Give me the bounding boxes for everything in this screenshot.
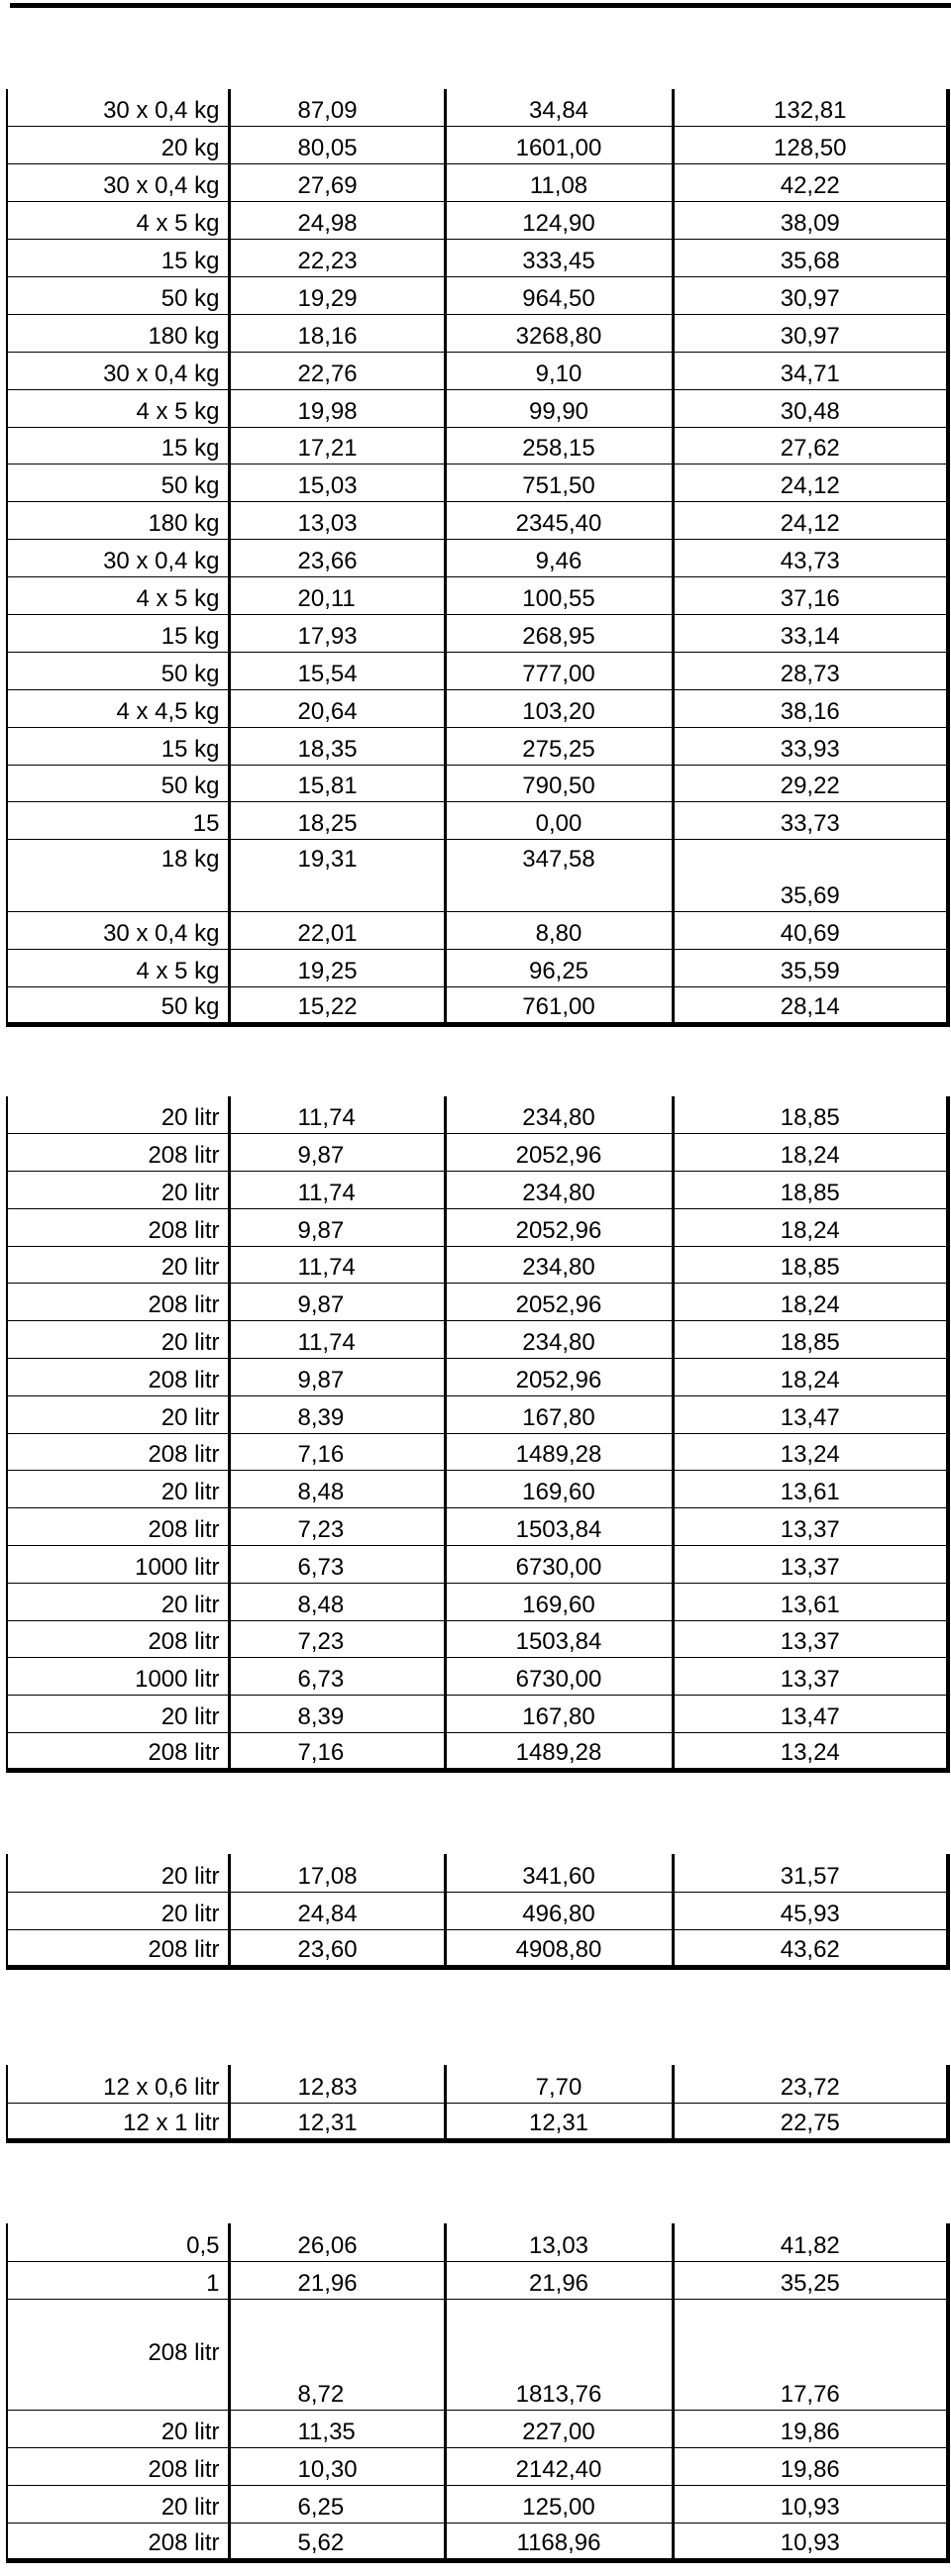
top-rule [10,3,951,8]
unit-price-cell: 10,30 [229,2447,445,2485]
table-row [7,352,948,389]
pack-size-cell: 0,5 [7,2223,229,2261]
alt-price-cell: 19,86 [673,2447,948,2485]
pack-size-cell: 208 litr [7,1284,229,1321]
package-price-cell: 3268,80 [445,314,673,352]
package-price-cell: 2052,96 [445,1208,673,1246]
pack-size-cell: 50 kg [7,652,229,689]
unit-price-cell: 7,23 [229,1620,445,1658]
pack-size-cell: 50 kg [7,276,229,314]
package-price-cell: 9,10 [445,352,673,389]
alt-price-cell: 10,93 [673,2523,948,2560]
package-price-cell: 167,80 [445,1395,673,1433]
alt-price-cell: 22,75 [673,2103,948,2140]
pack-size-cell: 208 litr [7,1929,229,1967]
package-price-cell: 11,08 [445,164,673,202]
pack-size-cell: 20 litr [7,1246,229,1284]
package-price-cell: 1503,84 [445,1620,673,1658]
unit-price-cell: 24,98 [229,202,445,240]
unit-price-cell: 7,23 [229,1508,445,1546]
alt-price-cell: 18,85 [673,1321,948,1359]
unit-price-cell: 9,87 [229,1208,445,1246]
unit-price-cell: 11,74 [229,1172,445,1209]
package-price-cell: 103,20 [445,689,673,727]
package-price-cell: 496,80 [445,1892,673,1929]
package-price-cell: 125,00 [445,2485,673,2523]
table-row [7,912,948,950]
pack-size-cell: 20 kg [7,127,229,164]
alt-price-cell: 27,62 [673,427,948,464]
table-row [7,2485,948,2523]
alt-price-cell: 13,61 [673,1471,948,1508]
unit-price-cell: 26,06 [229,2223,445,2261]
alt-price-cell: 13,24 [673,1733,948,1771]
table-row [7,950,948,987]
package-price-cell: 1489,28 [445,1733,673,1771]
package-price-cell: 1601,00 [445,127,673,164]
pack-size-cell: 15 kg [7,240,229,277]
package-price-cell: 13,03 [445,2223,673,2261]
unit-price-cell: 11,74 [229,1321,445,1359]
package-price-cell: 1489,28 [445,1433,673,1471]
pack-size-cell: 4 x 5 kg [7,950,229,987]
alt-price-cell: 24,12 [673,502,948,540]
pack-size-cell: 12 x 0,6 litr [7,2065,229,2103]
unit-price-cell: 15,03 [229,464,445,502]
unit-price-cell: 8,48 [229,1583,445,1620]
pack-size-cell: 50 kg [7,765,229,802]
unit-price-cell: 24,84 [229,1892,445,1929]
table-row [7,577,948,615]
unit-price-cell: 15,54 [229,652,445,689]
price-table-1 [6,89,950,1027]
unit-price-cell: 22,01 [229,912,445,950]
package-price-cell: 347,58 [445,840,673,912]
alt-price-cell: 43,62 [673,1929,948,1967]
alt-price-cell: 33,93 [673,727,948,765]
pack-size-cell: 4 x 5 kg [7,577,229,615]
pack-size-cell: 20 litr [7,1321,229,1359]
pack-size-cell: 20 litr [7,2410,229,2447]
pack-size-cell: 4 x 4,5 kg [7,689,229,727]
package-price-cell: 1168,96 [445,2523,673,2560]
package-price-cell: 4908,80 [445,1929,673,1967]
table-row [7,2103,948,2140]
alt-price-cell: 28,73 [673,652,948,689]
pack-size-cell: 208 litr [7,1508,229,1546]
unit-price-cell: 17,08 [229,1854,445,1892]
table-row [7,1284,948,1321]
table-row [7,1508,948,1546]
package-price-cell: 34,84 [445,89,673,127]
unit-price-cell: 7,16 [229,1733,445,1771]
package-price-cell: 333,45 [445,240,673,277]
unit-price-cell: 27,69 [229,164,445,202]
table-row [7,2299,948,2410]
alt-price-cell: 38,09 [673,202,948,240]
unit-price-cell: 17,93 [229,614,445,652]
table-row [7,1583,948,1620]
unit-price-cell: 87,09 [229,89,445,127]
unit-price-cell: 12,83 [229,2065,445,2103]
package-price-cell: 99,90 [445,389,673,427]
package-price-cell: 2052,96 [445,1359,673,1396]
alt-price-cell: 13,37 [673,1620,948,1658]
package-price-cell: 6730,00 [445,1658,673,1696]
table-row [7,89,948,127]
alt-price-cell: 40,69 [673,912,948,950]
package-price-cell: 124,90 [445,202,673,240]
unit-price-cell: 6,25 [229,2485,445,2523]
package-price-cell: 169,60 [445,1471,673,1508]
pack-size-cell: 208 litr [7,1359,229,1396]
unit-price-cell: 20,11 [229,577,445,615]
table-row [7,1321,948,1359]
table-row [7,389,948,427]
unit-price-cell: 22,76 [229,352,445,389]
pack-size-cell: 20 litr [7,1395,229,1433]
pack-size-cell: 208 litr [7,1620,229,1658]
alt-price-cell: 13,37 [673,1508,948,1546]
pack-size-cell: 180 kg [7,502,229,540]
alt-price-cell: 35,59 [673,950,948,987]
pack-size-cell: 208 litr [7,2523,229,2560]
alt-price-cell: 13,47 [673,1395,948,1433]
table-row [7,1395,948,1433]
unit-price-cell: 18,16 [229,314,445,352]
package-price-cell: 169,60 [445,1583,673,1620]
unit-price-cell: 6,73 [229,1546,445,1584]
unit-price-cell: 15,81 [229,765,445,802]
unit-price-cell: 17,21 [229,427,445,464]
table-row [7,1359,948,1396]
table-row [7,840,948,912]
alt-price-cell: 35,68 [673,240,948,277]
pack-size-cell: 30 x 0,4 kg [7,89,229,127]
alt-price-cell: 29,22 [673,765,948,802]
pack-size-cell: 208 litr [7,1733,229,1771]
alt-price-cell: 33,73 [673,802,948,840]
price-table-5 [6,2223,950,2563]
table-row [7,1546,948,1584]
pack-size-cell: 20 litr [7,1096,229,1134]
pack-size-cell: 20 litr [7,1892,229,1929]
pack-size-cell: 30 x 0,4 kg [7,912,229,950]
package-price-cell: 21,96 [445,2261,673,2299]
unit-price-cell: 8,72 [229,2299,445,2410]
package-price-cell: 234,80 [445,1096,673,1134]
package-price-cell: 2142,40 [445,2447,673,2485]
package-price-cell: 2052,96 [445,1134,673,1172]
table-row [7,2261,948,2299]
package-price-cell: 1503,84 [445,1508,673,1546]
table-row [7,1620,948,1658]
unit-price-cell: 12,31 [229,2103,445,2140]
package-price-cell: 12,31 [445,2103,673,2140]
alt-price-cell: 128,50 [673,127,948,164]
alt-price-cell: 38,16 [673,689,948,727]
table-row [7,464,948,502]
package-price-cell: 258,15 [445,427,673,464]
table-row [7,1854,948,1892]
unit-price-cell: 19,25 [229,950,445,987]
table-row [7,240,948,277]
pack-size-cell: 50 kg [7,464,229,502]
package-price-cell: 6730,00 [445,1546,673,1584]
table-row [7,1172,948,1209]
table-row [7,802,948,840]
unit-price-cell: 18,35 [229,727,445,765]
unit-price-cell: 23,66 [229,540,445,577]
unit-price-cell: 13,03 [229,502,445,540]
alt-price-cell: 18,24 [673,1284,948,1321]
alt-price-cell: 43,73 [673,540,948,577]
unit-price-cell: 19,29 [229,276,445,314]
alt-price-cell: 18,85 [673,1172,948,1209]
package-price-cell: 790,50 [445,765,673,802]
table-row [7,1208,948,1246]
package-price-cell: 7,70 [445,2065,673,2103]
pack-size-cell: 30 x 0,4 kg [7,164,229,202]
package-price-cell: 167,80 [445,1696,673,1733]
unit-price-cell: 19,31 [229,840,445,912]
package-price-cell: 1813,76 [445,2299,673,2410]
pack-size-cell: 208 litr [7,2299,229,2410]
unit-price-cell: 80,05 [229,127,445,164]
alt-price-cell: 13,37 [673,1658,948,1696]
package-price-cell: 234,80 [445,1172,673,1209]
pack-size-cell: 208 litr [7,2447,229,2485]
table-row [7,127,948,164]
pack-size-cell: 4 x 5 kg [7,202,229,240]
pack-size-cell: 18 kg [7,840,229,912]
pack-size-cell: 20 litr [7,1172,229,1209]
table-row [7,1696,948,1733]
pack-size-cell: 12 x 1 litr [7,2103,229,2140]
package-price-cell: 227,00 [445,2410,673,2447]
pack-size-cell: 30 x 0,4 kg [7,352,229,389]
alt-price-cell: 132,81 [673,89,948,127]
alt-price-cell: 18,24 [673,1359,948,1396]
unit-price-cell: 20,64 [229,689,445,727]
unit-price-cell: 5,62 [229,2523,445,2560]
alt-price-cell: 41,82 [673,2223,948,2261]
unit-price-cell: 11,74 [229,1246,445,1284]
pack-size-cell: 20 litr [7,1854,229,1892]
package-price-cell: 100,55 [445,577,673,615]
alt-price-cell: 18,24 [673,1208,948,1246]
alt-price-cell: 28,14 [673,987,948,1025]
alt-price-cell: 24,12 [673,464,948,502]
unit-price-cell: 15,22 [229,987,445,1025]
table-row [7,1433,948,1471]
unit-price-cell: 11,35 [229,2410,445,2447]
pack-size-cell: 15 kg [7,614,229,652]
alt-price-cell: 13,37 [673,1546,948,1584]
alt-price-cell: 35,25 [673,2261,948,2299]
table-row [7,202,948,240]
table-row [7,1246,948,1284]
alt-price-cell: 31,57 [673,1854,948,1892]
price-table-3 [6,1854,950,1970]
package-price-cell: 8,80 [445,912,673,950]
package-price-cell: 761,00 [445,987,673,1025]
table-row [7,1892,948,1929]
table-row [7,2223,948,2261]
unit-price-cell: 8,39 [229,1696,445,1733]
alt-price-cell: 34,71 [673,352,948,389]
package-price-cell: 275,25 [445,727,673,765]
table-row [7,987,948,1025]
unit-price-cell: 8,39 [229,1395,445,1433]
pack-size-cell: 15 kg [7,727,229,765]
table-row [7,164,948,202]
package-price-cell: 0,00 [445,802,673,840]
package-price-cell: 96,25 [445,950,673,987]
table-row [7,2410,948,2447]
alt-price-cell: 10,93 [673,2485,948,2523]
pack-size-cell: 1 [7,2261,229,2299]
table-row [7,765,948,802]
unit-price-cell: 18,25 [229,802,445,840]
alt-price-cell: 42,22 [673,164,948,202]
alt-price-cell: 30,97 [673,314,948,352]
price-table-4 [6,2065,950,2143]
pack-size-cell: 180 kg [7,314,229,352]
unit-price-cell: 7,16 [229,1433,445,1471]
unit-price-cell: 23,60 [229,1929,445,1967]
pack-size-cell: 20 litr [7,1583,229,1620]
alt-price-cell: 18,85 [673,1246,948,1284]
table-row [7,314,948,352]
alt-price-cell: 18,24 [673,1134,948,1172]
alt-price-cell: 45,93 [673,1892,948,1929]
table-row [7,1471,948,1508]
pack-size-cell: 15 [7,802,229,840]
table-row [7,1134,948,1172]
table-row [7,2447,948,2485]
alt-price-cell: 30,48 [673,389,948,427]
table-row [7,540,948,577]
table-row [7,727,948,765]
pack-size-cell: 4 x 5 kg [7,389,229,427]
price-table-2 [6,1096,950,1773]
alt-price-cell: 23,72 [673,2065,948,2103]
table-row [7,1733,948,1771]
alt-price-cell: 13,47 [673,1696,948,1733]
table-row [7,1658,948,1696]
package-price-cell: 751,50 [445,464,673,502]
package-price-cell: 268,95 [445,614,673,652]
unit-price-cell: 19,98 [229,389,445,427]
table-row [7,1096,948,1134]
package-price-cell: 234,80 [445,1246,673,1284]
table-row [7,1929,948,1967]
pack-size-cell: 20 litr [7,1471,229,1508]
pack-size-cell: 30 x 0,4 kg [7,540,229,577]
package-price-cell: 2052,96 [445,1284,673,1321]
unit-price-cell: 9,87 [229,1359,445,1396]
package-price-cell: 2345,40 [445,502,673,540]
pack-size-cell: 20 litr [7,2485,229,2523]
alt-price-cell: 13,24 [673,1433,948,1471]
unit-price-cell: 21,96 [229,2261,445,2299]
table-row [7,276,948,314]
alt-price-cell: 18,85 [673,1096,948,1134]
package-price-cell: 234,80 [445,1321,673,1359]
pack-size-cell: 208 litr [7,1208,229,1246]
package-price-cell: 341,60 [445,1854,673,1892]
unit-price-cell: 22,23 [229,240,445,277]
table-row [7,427,948,464]
pack-size-cell: 208 litr [7,1433,229,1471]
alt-price-cell: 13,61 [673,1583,948,1620]
unit-price-cell: 9,87 [229,1284,445,1321]
table-row [7,652,948,689]
table-row [7,2523,948,2560]
unit-price-cell: 11,74 [229,1096,445,1134]
alt-price-cell: 35,69 [673,840,948,912]
alt-price-cell: 37,16 [673,577,948,615]
pack-size-cell: 1000 litr [7,1658,229,1696]
unit-price-cell: 8,48 [229,1471,445,1508]
pack-size-cell: 20 litr [7,1696,229,1733]
package-price-cell: 9,46 [445,540,673,577]
package-price-cell: 777,00 [445,652,673,689]
alt-price-cell: 33,14 [673,614,948,652]
package-price-cell: 964,50 [445,276,673,314]
pack-size-cell: 208 litr [7,1134,229,1172]
pack-size-cell: 1000 litr [7,1546,229,1584]
table-row [7,502,948,540]
table-row [7,2065,948,2103]
table-row [7,689,948,727]
unit-price-cell: 6,73 [229,1658,445,1696]
alt-price-cell: 30,97 [673,276,948,314]
table-row [7,614,948,652]
pack-size-cell: 15 kg [7,427,229,464]
alt-price-cell: 17,76 [673,2299,948,2410]
pack-size-cell: 50 kg [7,987,229,1025]
unit-price-cell: 9,87 [229,1134,445,1172]
alt-price-cell: 19,86 [673,2410,948,2447]
